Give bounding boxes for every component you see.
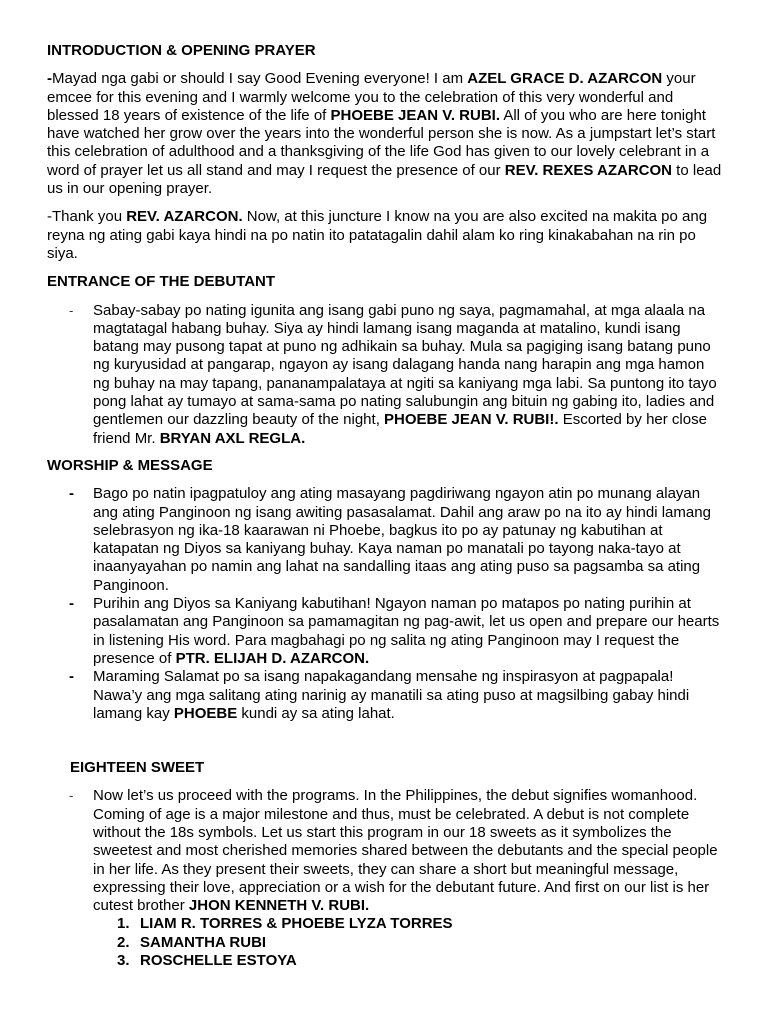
list-item [47,302,723,448]
list-item [47,485,723,595]
sweets-item [47,934,723,952]
worship-text-4: kundi ay sa ating lahat. [237,704,395,722]
intro-text-3: All of you who are here tonight have watched her grow over the years into the wonderful person she is now. As a jumpstart let’s start this celebration of adulthood and a thanksgiving of the life God has given to our lovely celebrant in a word of prayer let us all stand and may I request the presence of our [47,106,716,179]
sweets-number: 1. [117,915,130,933]
document-page [47,42,723,970]
sweets-number: 3. [117,952,130,970]
sweets-item [47,915,723,933]
dash-bullet: - [69,668,74,686]
dash-bullet: - [69,788,74,804]
preacher-name: PTR. ELIJAH D. AZARCON. [175,649,370,667]
escort-name: BRYAN AXL REGLA. [159,429,306,447]
sweets-list [47,915,723,970]
intro-text-2: your emcee for this evening and I warmly welcome you to the celebration of this very wonderful and blessed 18 years of existence of the life of [47,70,696,124]
heading-introduction: INTRODUCTION & OPENING PRAYER [47,42,316,59]
list-item [47,787,723,915]
thankyou-text-1: -Thank you [47,208,127,226]
intro-paragraph [47,70,723,198]
entrance-list [47,302,723,448]
dash-bullet: - [69,302,74,318]
eighteen-list [47,787,723,915]
dash-bullet: - [69,485,74,503]
worship-list [47,485,723,723]
sweets-item [47,952,723,970]
sweets-name: ROSCHELLE ESTOYA [140,952,297,970]
worship-text-1: Bago po natin ipagpatuloy ang ating masayang pagdiriwang ngayon atin po munang alayan ang ating Panginoon ng isang awiting pasasalamat. Dahil ang araw po na ito ay hindi lamang selebrasyon ng ika-18 kaarawan ni Phoebe, bagkus ito po ay patunay ng kabutihan at katapatan ng Diyos sa kaniyang buhay. Kaya naman po manatali po tayong naka-tayo at inaanyayahan po namin ang lahat na sandalling itaas ang ating puso sa pagsamba sa ating Panginoon. [93,485,711,594]
heading-entrance: ENTRANCE OF THE DEBUTANT [47,273,276,291]
heading-eighteen-sweet: EIGHTEEN SWEET [70,759,205,777]
sweets-number: 2. [117,933,130,951]
list-item [47,595,723,668]
debutant-first-name: PHOEBE [173,704,238,722]
sweets-name: SAMANTHA RUBI [140,933,267,951]
entrance-text-1: Sabay-sabay po nating igunita ang isang gabi puno ng saya, pagmamahal, at mga alaala na magtatagal habang buhay. Siya ay hindi lamang isang maganda at matalino, kundi isang batang may pusong tapat at puno ng adhikain sa buhay. Mula sa pagiging isang batang puno ng kuryusidad at pangarap, ngayon ay isang dalagang handa nang harapin ang mga hamon ng buhay na may tapang, pananampalataya at ngiti sa kaniyang mga labi. Sa puntong ito tayo pong lahat ay tumayo at sama-sama po nating salubungin ang bituin ng gabing ito, ladies and gentlemen our dazzling beauty of the night, [93,301,717,429]
intro-dash: - [47,70,52,88]
pastor-name: REV. REXES AZARCON [504,161,673,179]
debutant-name: PHOEBE JEAN V. RUBI. [330,106,500,124]
intro-text-4: to lead us in our opening prayer. [47,161,722,198]
eighteen-text-1: Now let’s us proceed with the programs. In the Philippines, the debut signifies womanhood. Coming of age is a major milestone and thus, must be celebrated. A debut is not complete without the 18s symbols. Let us start this program in our 18 sweets as it symbolizes the sweetest and most cherished memories shared between the debutants and the special people in her life. As they present their sweets, they can share a short but meaningful message, expressing their love, appreciation or a wish for the debutant future. And first on our list is her cutest brother [93,787,718,915]
emcee-name: AZEL GRACE D. AZARCON [467,70,663,88]
list-item [47,668,723,723]
heading-worship: WORSHIP & MESSAGE [47,456,213,474]
worship-text-3: Maraming Salamat po sa isang napakagandang mensahe ng inspirasyon at pagpapala! Nawa’y ang mga salitang ating narinig ay manatili sa ating puso at magsilbing gabay hindi lamang kay [93,668,690,722]
sweets-name: LIAM R. TORRES & PHOEBE LYZA TORRES [140,915,453,933]
thankyou-text-2: Now, at this juncture I know na you are also excited na makita po ang reyna ng ating gabi kaya hindi na po natin ito patatagalin dahil alam ko ring kinakabahan na rin po siya. [47,208,708,262]
brother-name: JHON KENNETH V. RUBI. [188,897,370,915]
thankyou-name: REV. AZARCON. [126,208,243,226]
entrance-text-2: Escorted by her close friend Mr. [93,411,707,447]
thankyou-paragraph [47,208,723,263]
debutant-name-entrance: PHOEBE JEAN V. RUBI!. [384,411,559,429]
intro-text-1: Mayad nga gabi or should I say Good Evening everyone! I am [52,70,468,88]
worship-text-2: Purihin ang Diyos sa Kaniyang kabutihan! Ngayon naman po matapos po nating purihin at pasalamatan ang Panginoon sa pamamagitan ng pag-awit, let us open and prepare our hearts in listening His word. Para magbahagi po ng salita ng ating Panginoon may I request the presence of [93,595,720,667]
dash-bullet: - [69,595,74,613]
